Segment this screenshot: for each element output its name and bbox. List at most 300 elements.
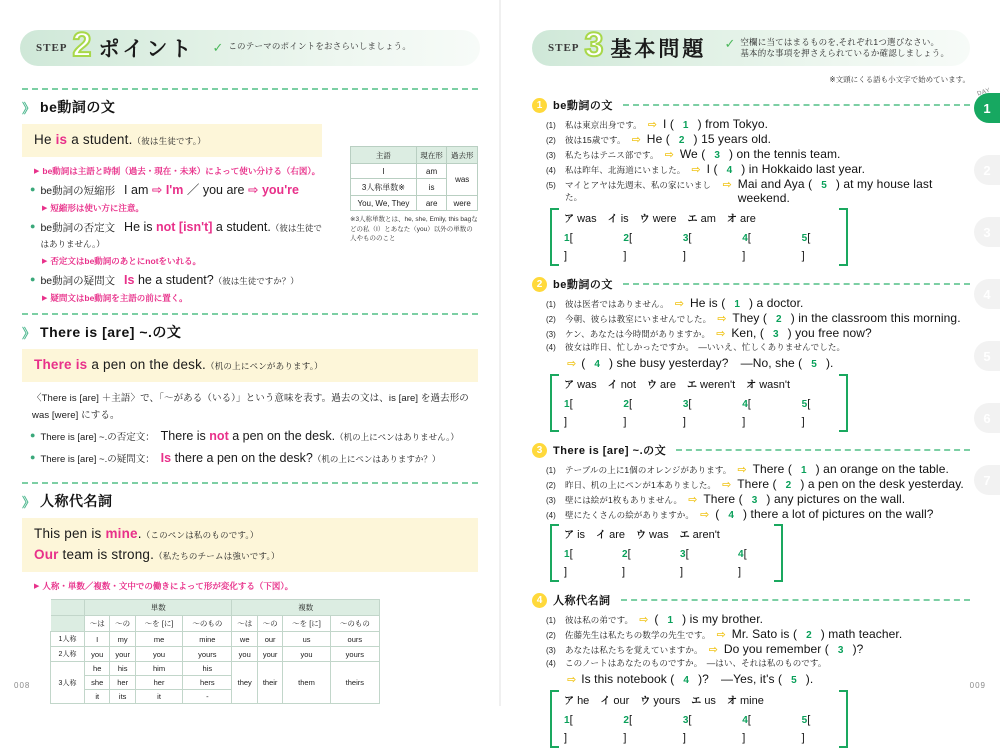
bullet-label: be動詞の疑問文	[40, 275, 116, 287]
cell: my	[110, 632, 135, 647]
choices-box	[548, 374, 848, 432]
question-item	[546, 162, 970, 176]
section-heading	[22, 322, 478, 342]
bullet-negative	[30, 219, 330, 252]
item-en: ( 1 ) is my brother.	[654, 612, 764, 626]
triangle-bullet-icon: ▶	[42, 205, 48, 212]
item-en: There ( 3 ) any pictures on the wall.	[703, 492, 906, 506]
arrow-icon: ⇨	[722, 479, 732, 491]
example-post: a student.	[67, 132, 133, 147]
blank-number: 4	[726, 165, 733, 176]
bullet-dot-icon: ●	[30, 221, 36, 231]
th-past: 過去形	[447, 147, 478, 164]
row-label: 2人称	[51, 647, 85, 662]
answer-slot[interactable]: 1[ ]	[564, 714, 584, 744]
lowercase-note: ※文頭にくる語も小文字で始めています。	[829, 75, 970, 84]
example-post: .	[137, 526, 142, 541]
choice[interactable]: イ are	[596, 529, 625, 541]
item-en: Mr. Sato is ( 2 ) math teacher.	[731, 627, 903, 641]
bullet-question	[30, 272, 478, 289]
bullet-jp: （机の上にペンはありますか？）	[312, 454, 441, 464]
answer-slot[interactable]: 2[ ]	[623, 714, 644, 744]
bullet-label: be動詞の否定文	[40, 222, 116, 234]
day-tabs-label: DAY	[976, 87, 992, 98]
section-divider	[22, 313, 478, 315]
example-sentence-2	[34, 545, 468, 566]
answer-slot[interactable]: 5[ ]	[801, 232, 822, 262]
step-title: 基本問題	[610, 38, 707, 61]
bullet-text	[40, 450, 440, 468]
item-jp: 彼は医者ではありません。	[565, 299, 669, 309]
triangle-bullet-icon: ▶	[34, 583, 40, 590]
cell: our	[257, 632, 282, 647]
table-row	[351, 164, 478, 179]
day-tab-7[interactable]: 7	[974, 465, 1000, 495]
step2-header	[20, 26, 480, 66]
bullet-en: Is he a student?	[124, 273, 214, 287]
blank-number: 1	[682, 120, 689, 131]
bullet-there-negative	[30, 428, 478, 446]
question-divider	[623, 283, 970, 285]
choice-list	[564, 210, 848, 225]
blank-number: 2	[776, 314, 782, 325]
sub-note-text: 否定文はbe動詞のあとにnotをいれる。	[50, 256, 202, 266]
double-chevron-icon: 》	[22, 325, 35, 341]
check-icon: ✓	[212, 40, 224, 55]
choice[interactable]: ア is	[564, 529, 586, 541]
question-heading	[532, 276, 970, 292]
cell: we	[232, 632, 257, 647]
blank-number: 4	[683, 675, 690, 686]
step-number: 2	[72, 26, 92, 64]
answer-slot[interactable]: 4[ ]	[742, 398, 762, 428]
step3-header	[532, 26, 970, 66]
item-number: (2)	[546, 136, 556, 145]
item-number: (1)	[546, 616, 556, 625]
cell: they	[232, 662, 257, 704]
cell-present: am	[416, 164, 447, 179]
th-col: ～を [に]	[283, 616, 330, 632]
sub-note-question	[42, 292, 478, 305]
item-jp: 私は東京出身です。	[565, 120, 642, 130]
cell: -	[183, 690, 232, 704]
question-divider	[676, 449, 970, 451]
cell-present: is	[416, 179, 447, 196]
choice-list	[564, 692, 848, 707]
example-keyword: There is	[34, 357, 88, 372]
choices-box	[548, 208, 848, 266]
cell-subject: 3人称単数※	[351, 179, 417, 196]
example-keyword: mine	[105, 526, 138, 541]
item-en: There ( 1 ) an orange on the table.	[752, 462, 949, 476]
question-number-badge: 1	[532, 98, 547, 113]
question-item	[546, 627, 970, 641]
bullet-text	[40, 219, 330, 252]
answer-slots	[564, 228, 848, 264]
bullet-text	[40, 182, 299, 199]
blank-number: 3	[714, 150, 720, 161]
bullet-text	[40, 428, 458, 446]
section-divider	[22, 482, 478, 484]
sub-note-text: 短縮形は使い方に注意。	[50, 203, 144, 213]
arrow-icon: ⇨	[737, 464, 747, 476]
item-jp: あなたは私たちを覚えていますか。	[565, 645, 703, 655]
item-jp: マイとアヤは先週末、私の家にいました。	[565, 180, 712, 202]
item-jp: 彼女は昨日、忙しかったですか。 —いいえ、忙しくありませんでした。	[565, 342, 846, 352]
answer-slot[interactable]: 4[ ]	[738, 548, 758, 578]
bullet-en: Is there a pen on the desk?	[160, 451, 313, 465]
th-col: ～の	[257, 616, 282, 632]
question-number-badge: 3	[532, 443, 547, 458]
cell: me	[135, 632, 182, 647]
answer-slot[interactable]: 2[ ]	[623, 232, 644, 262]
bullet-jp: （机の上にペンはありません。）	[335, 432, 459, 442]
cell: he	[85, 662, 110, 676]
cell: its	[110, 690, 135, 704]
answer-slot[interactable]: 3[ ]	[680, 548, 700, 578]
question-title: be動詞の文	[553, 100, 613, 112]
question-block-1	[532, 97, 970, 266]
right-page	[500, 0, 1000, 744]
page-number-right: 009	[969, 681, 986, 690]
choice[interactable]: ア was	[564, 213, 597, 225]
cell: her	[110, 676, 135, 690]
question-heading	[532, 97, 970, 113]
choice[interactable]: エ weren't	[686, 379, 736, 391]
question-item-continuation	[565, 670, 970, 687]
answer-slot[interactable]: 1[ ]	[564, 548, 584, 578]
page-number-left: 008	[14, 681, 31, 690]
bracket-left	[550, 690, 559, 748]
item-jp: 壁には絵が1枚もありません。	[565, 495, 683, 505]
pronoun-note	[34, 580, 478, 593]
choice[interactable]: オ wasn't	[746, 379, 791, 391]
example-post: a pen on the desk.	[87, 357, 207, 372]
th-plural: 複数	[232, 600, 380, 616]
question-block-4	[532, 592, 970, 748]
item-number: (1)	[546, 121, 556, 130]
blank-number: 2	[785, 480, 792, 491]
item-jp: 私は昨年、北海道にいました。	[565, 165, 686, 175]
table-row	[51, 632, 380, 647]
item-en: ( 4 ) she busy yesterday? —No, she ( 5 ).	[581, 356, 834, 370]
step-description-wrap	[212, 41, 411, 55]
day-tab-6[interactable]: 6	[974, 403, 1000, 433]
arrow-icon: ⇨	[722, 179, 732, 191]
there-is-explanation: 〈There is [are] ＋主語〉で、「～がある（いる）」という意味を表す。過去の文は、is [are] を過去形のwas [were] にする。	[32, 393, 469, 421]
item-en: Is this notebook ( 4 )? —Yes, it's ( 5 ).	[581, 672, 814, 686]
th-col: ～の	[110, 616, 135, 632]
item-jp: 佐藤先生は私たちの数学の先生です。	[565, 630, 711, 640]
example-translation: （私たちのチームは強いです。）	[154, 551, 280, 561]
item-en: There ( 2 ) a pen on the desk yesterday.	[737, 477, 964, 491]
cell: she	[85, 676, 110, 690]
note-top-text: be動詞は主語と時制（過去・現在・未来）によって使い分ける（右図）。	[42, 166, 321, 176]
answer-slot[interactable]: 4[ ]	[742, 714, 762, 744]
table-group-header-row	[51, 600, 380, 616]
item-number: (3)	[546, 496, 556, 505]
answer-slot[interactable]: 2[ ]	[622, 548, 642, 578]
cell: hers	[183, 676, 232, 690]
bullet-dot-icon: ●	[30, 274, 36, 284]
bracket-right	[774, 524, 783, 582]
choice[interactable]: イ is	[607, 213, 629, 225]
choice[interactable]: ウ were	[639, 213, 677, 225]
cell: theirs	[330, 662, 379, 704]
example-pre: This pen is	[34, 526, 106, 541]
cell: his	[110, 662, 135, 676]
example-translation: （このペンは私のものです。）	[141, 530, 259, 540]
choice[interactable]: ウ are	[646, 379, 676, 391]
bullet-dot-icon: ●	[30, 452, 36, 462]
blank-number: 3	[837, 645, 844, 656]
choice[interactable]: イ our	[600, 695, 630, 707]
choices-box	[548, 690, 848, 748]
arrow-icon: ⇨	[664, 149, 674, 161]
arrow-icon: ⇨	[717, 313, 727, 325]
table-header-row	[351, 147, 478, 164]
answer-slot[interactable]: 5[ ]	[801, 398, 822, 428]
step-title: ポイント	[98, 38, 195, 61]
right-note-wrap	[500, 69, 970, 87]
step-number: 3	[584, 26, 604, 64]
table-row	[51, 647, 380, 662]
answer-slots	[564, 544, 783, 580]
arrow-icon: ⇨	[700, 509, 710, 521]
question-heading	[532, 442, 970, 458]
section-title: There is [are] ~.の文	[40, 324, 182, 340]
choice[interactable]: エ am	[687, 213, 716, 225]
example-sentence-1	[34, 524, 468, 545]
answer-slot[interactable]: 3[ ]	[682, 398, 703, 428]
question-number-badge: 4	[532, 593, 547, 608]
arrow-icon: ⇨	[567, 674, 577, 686]
pronoun-table-wrap	[50, 599, 478, 704]
example-pre: He	[34, 132, 56, 147]
item-jp: 彼は私の弟です。	[565, 615, 634, 625]
choice[interactable]: ア he	[564, 695, 590, 707]
blank-number: 3	[751, 495, 758, 506]
day-tab-5[interactable]: 5	[974, 341, 1000, 371]
answer-slot[interactable]: 3[ ]	[682, 232, 703, 262]
choices-box	[548, 524, 783, 582]
item-jp: テーブルの上に1個のオレンジがあります。	[565, 465, 732, 475]
bullet-en: I am ⇨ I'm ／ you are ⇨ you're	[124, 183, 299, 197]
cell: your	[257, 647, 282, 662]
day-tab-4[interactable]: 4	[974, 279, 1000, 309]
item-en: ( 4 ) there a lot of pictures on the wall?	[715, 507, 934, 521]
cell: yours	[330, 647, 379, 662]
arrow-icon: ⇨	[631, 134, 641, 146]
answer-slot[interactable]: 1[ ]	[564, 232, 584, 262]
item-number: (2)	[546, 481, 556, 490]
question-item	[546, 296, 970, 310]
item-number: (4)	[546, 166, 556, 175]
example-keyword: is	[55, 132, 68, 147]
arrow-icon: ⇨	[716, 328, 726, 340]
question-item	[546, 507, 970, 521]
triangle-bullet-icon: ▶	[42, 258, 48, 265]
blank-number: 2	[806, 630, 812, 641]
blank-number: 4	[594, 359, 600, 370]
cell: her	[135, 676, 182, 690]
bullet-dot-icon: ●	[30, 430, 36, 440]
blank-number: 3	[772, 329, 779, 340]
cell: it	[85, 690, 110, 704]
th-col: ～は	[85, 616, 110, 632]
answer-slot[interactable]: 5[ ]	[801, 714, 822, 744]
item-number: (4)	[546, 659, 556, 668]
bracket-left	[550, 208, 559, 266]
cell: us	[283, 632, 330, 647]
item-number: (1)	[546, 300, 556, 309]
question-item	[546, 642, 970, 656]
th-col: ～を [に]	[135, 616, 182, 632]
blank-number: 5	[791, 675, 797, 686]
question-item	[546, 341, 970, 353]
sub-note-negative	[42, 255, 478, 268]
section-heading	[22, 491, 478, 511]
question-item	[546, 326, 970, 340]
row-label: 1人称	[51, 632, 85, 647]
question-item	[546, 477, 970, 491]
item-en: He ( 2 ) 15 years old.	[646, 132, 772, 146]
question-item	[546, 132, 970, 146]
bullet-en: There is not a pen on the desk.	[160, 429, 336, 443]
question-title: There is [are] ~.の文	[553, 445, 667, 457]
answer-slot[interactable]: 3[ ]	[682, 714, 703, 744]
question-item	[546, 147, 970, 161]
choice[interactable]: オ are	[726, 213, 756, 225]
step-description-line1: 空欄に当てはまるものを,それぞれ1つ選びなさい。	[740, 37, 940, 47]
example-keyword: Our	[34, 547, 59, 562]
example-highlight-box	[22, 124, 322, 157]
bracket-left	[550, 374, 559, 432]
double-chevron-icon: 》	[22, 100, 35, 116]
choice[interactable]: ウ was	[635, 529, 669, 541]
bullet-text	[40, 272, 298, 289]
cell: you	[232, 647, 257, 662]
table-header-row	[51, 616, 380, 632]
item-jp: 昨日、机の上にペンが1本ありました。	[565, 480, 717, 490]
day-tab-2[interactable]: 2	[974, 155, 1000, 185]
cell-subject: You, We, They	[351, 196, 417, 211]
arrow-icon: ⇨	[688, 494, 698, 506]
choice-list	[564, 376, 848, 391]
item-en: Ken, ( 3 ) you free now?	[731, 326, 872, 340]
arrow-icon: ⇨	[567, 358, 577, 370]
item-jp: ケン、あなたは今時間がありますか。	[565, 329, 711, 339]
th-present: 現在形	[416, 147, 447, 164]
question-title: 人称代名詞	[553, 595, 611, 607]
answer-slot[interactable]: 2[ ]	[623, 398, 644, 428]
question-item	[546, 657, 970, 669]
be-verb-conjugation-table	[350, 146, 478, 211]
blank-number: 1	[667, 615, 674, 626]
section-divider	[22, 88, 478, 90]
item-en: He is ( 1 ) a doctor.	[689, 296, 804, 310]
choice[interactable]: ウ yours	[640, 695, 681, 707]
choice[interactable]: エ aren't	[679, 529, 720, 541]
arrow-icon: ⇨	[647, 119, 657, 131]
question-item	[546, 462, 970, 476]
questions-container	[532, 97, 970, 748]
choice[interactable]: エ us	[691, 695, 716, 707]
item-number: (3)	[546, 330, 556, 339]
cell: it	[135, 690, 182, 704]
section-heading	[22, 97, 478, 117]
item-jp: 今朝、彼らは教室にいませんでした。	[565, 314, 712, 324]
cell: I	[85, 632, 110, 647]
answer-slot[interactable]: 1[ ]	[564, 398, 584, 428]
answer-slots	[564, 710, 848, 746]
cell: mine	[183, 632, 232, 647]
bullet-en: He is not [isn't] a student.	[124, 220, 271, 234]
double-chevron-icon: 》	[22, 494, 35, 510]
item-number: (1)	[546, 466, 556, 475]
cell-past: were	[447, 196, 478, 211]
corner-cell	[51, 616, 85, 632]
example-translation: （机の上にペンがあります。）	[206, 361, 323, 371]
question-block-2	[532, 276, 970, 432]
bracket-left	[550, 524, 559, 582]
blank-number: 1	[734, 299, 740, 310]
blank-number: 4	[728, 510, 735, 521]
choice[interactable]: イ not	[607, 379, 636, 391]
blank-number: 2	[678, 135, 685, 146]
th-singular: 単数	[85, 600, 232, 616]
question-item	[546, 311, 970, 325]
cell-present: are	[416, 196, 447, 211]
th-col: ～は	[232, 616, 257, 632]
bullet-there-question	[30, 450, 478, 468]
choice[interactable]: オ mine	[726, 695, 764, 707]
example-translation: （彼は生徒です。）	[132, 136, 206, 146]
example-sentence	[34, 130, 312, 151]
day-tab-3[interactable]: 3	[974, 217, 1000, 247]
example-post: team is strong.	[58, 547, 155, 562]
item-en: Mai and Aya ( 5 ) at my house last weekend.	[737, 177, 933, 205]
choice[interactable]: ア was	[564, 379, 597, 391]
th-col: ～のもの	[330, 616, 379, 632]
question-heading	[532, 592, 970, 608]
item-number: (2)	[546, 631, 556, 640]
question-number-badge: 2	[532, 277, 547, 292]
example-sentence	[34, 355, 468, 376]
arrow-icon: ⇨	[716, 629, 726, 641]
item-number: (4)	[546, 343, 556, 352]
example-highlight-box	[22, 349, 478, 382]
th-col: ～のもの	[183, 616, 232, 632]
cell: you	[135, 647, 182, 662]
be-table-footnote: ※3人称単数とは、he, she, Emily, this bagなどの私（I）とあなた（you）以外の単数の人やもののこと	[350, 216, 478, 242]
section-title: 人称代名詞	[40, 493, 113, 509]
left-page	[0, 0, 500, 706]
day-tab-1[interactable]: 1	[974, 93, 1000, 123]
example-highlight-box	[22, 518, 478, 572]
row-label: 3人称	[51, 662, 85, 704]
item-number: (4)	[546, 511, 556, 520]
bracket-right	[839, 374, 848, 432]
th-subject: 主語	[351, 147, 417, 164]
bullet-label: be動詞の短縮形	[40, 185, 116, 197]
item-number: (5)	[546, 181, 556, 190]
item-number: (2)	[546, 315, 556, 324]
blank-number: 5	[811, 359, 817, 370]
answer-slot[interactable]: 4[ ]	[742, 232, 762, 262]
cell: yours	[183, 647, 232, 662]
sub-note-text: 疑問文はbe動詞を主語の前に置く。	[50, 293, 188, 303]
